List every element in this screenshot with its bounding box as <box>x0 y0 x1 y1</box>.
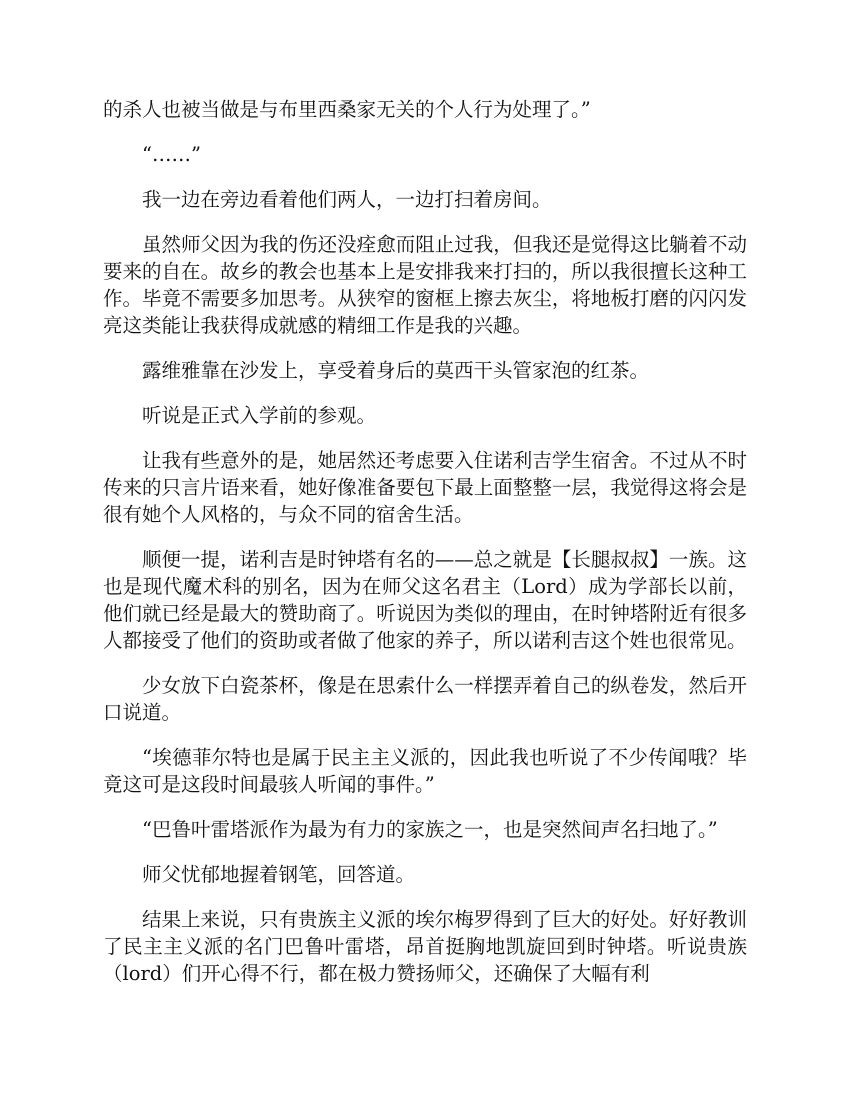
paragraph-master-objection: 虽然师父因为我的伤还没痊愈而阻止过我，但我还是觉得这比躺着不动要来的自在。故乡的教会也基本上是安排我来打扫的，所以我很擅长这种工作。毕竟不需要多加思考。从狭窄的窗框上擦去灰尘，将地板打磨的闪闪发亮这类能让我获得成就感的精细工作是我的兴趣。 <box>103 233 747 337</box>
paragraph-luvia-tea: 露维雅靠在沙发上，享受着身后的莫西干头管家泡的红茶。 <box>142 359 650 382</box>
paragraph-master-answers: 师父忧郁地握着钢笔，回答道。 <box>142 863 416 886</box>
paragraph-girl-speaks: 少女放下白瓷茶杯，像是在思索什么一样摆弄着自己的纵卷发，然后开口说道。 <box>103 674 747 724</box>
paragraph-visit: 听说是正式入学前的参观。 <box>142 404 377 427</box>
paragraph-result: 结果上来说，只有贵族主义派的埃尔梅罗得到了巨大的好处。好好教训了民主主义派的名门巴鲁叶雷塔，昂首挺胸地凯旋回到时钟塔。听说贵族（lord）们开心得不行，都在极力赞扬师父，还确保了大幅有利 <box>103 908 747 985</box>
document-page <box>103 96 747 1005</box>
paragraph-cleaning: 我一边在旁边看着他们两人，一边打扫着房间。 <box>142 188 552 211</box>
paragraph-edelfelt-dialogue: “埃德菲尔特也是属于民主主义派的，因此我也听说了不少传闻哦？毕竟这可是这段时间最骇人听闻的事件。” <box>103 746 747 796</box>
paragraph-ellipsis-dialogue: “……” <box>142 143 201 166</box>
paragraph-dormitory: 让我有些意外的是，她居然还考虑要入住诺利吉学生宿舍。不过从不时传来的只言片语来看，她好像准备要包下最上面整整一层，我觉得这将会是很有她个人风格的，与众不同的宿舍生活。 <box>103 449 747 526</box>
paragraph-norwich: 顺便一提，诺利吉是时钟塔有名的——总之就是【长腿叔叔】一族。这也是现代魔术科的别名，因为在师父这名君主（Lord）成为学部长以前，他们就已经是最大的赞助商了。听说因为类似的理由，在时钟塔附近有很多人都接受了他们的资助或者做了他家的养子，所以诺利吉这个姓也很常见。 <box>103 548 747 652</box>
paragraph-continuation: 的杀人也被当做是与布里西桑家无关的个人行为处理了。” <box>103 98 591 121</box>
paragraph-barthomeloi-dialogue: “巴鲁叶雷塔派作为最为有力的家族之一，也是突然间声名扫地了。” <box>142 818 718 841</box>
